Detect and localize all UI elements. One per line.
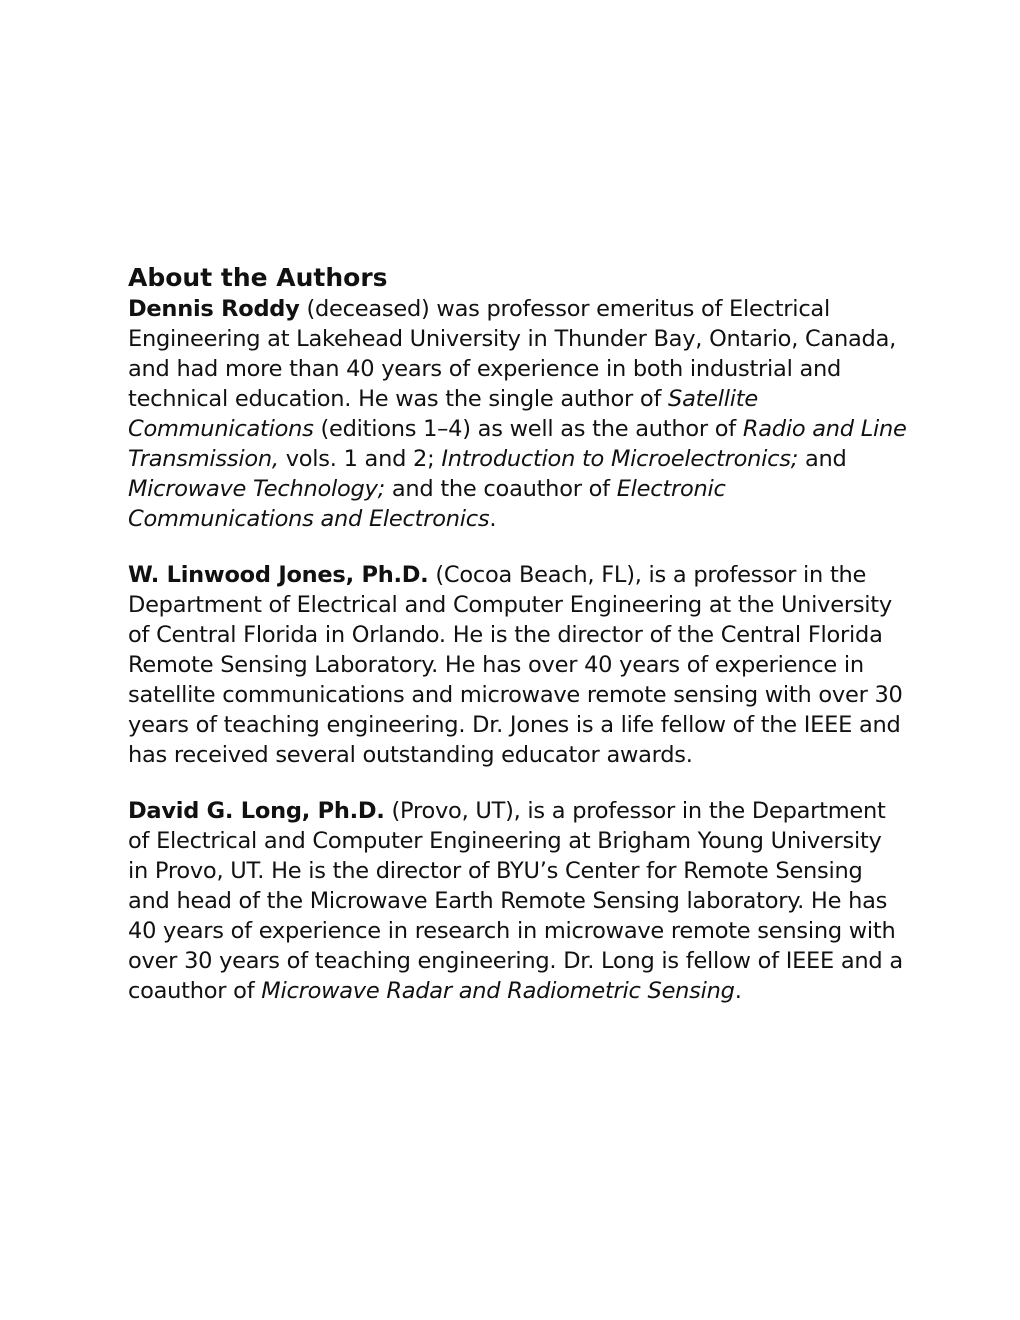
author-bio-roddy xyxy=(128,294,908,534)
bio-text: (deceased) was professor emeritus of Electrical Engineering at Lakehead University in Thunder Bay, Ontario, Canada, and had more than 40 years of experience in both industrial and technical education. He was the single author of xyxy=(128,296,897,412)
bio-text: (editions 1–4) as well as the author of xyxy=(313,416,743,442)
author-name: Dennis Roddy xyxy=(128,296,300,322)
author-name: David G. Long, Ph.D. xyxy=(128,798,385,824)
bio-text: . xyxy=(734,978,742,1004)
author-bio-long xyxy=(128,796,908,1006)
bio-text: and xyxy=(798,446,847,472)
bio-text: and the coauthor of xyxy=(384,476,617,502)
author-bio-jones xyxy=(128,560,908,770)
book-title: Radio and Line Transmission, xyxy=(128,416,907,472)
book-title: Introduction to Microelectronics; xyxy=(441,446,799,472)
bio-text: (Provo, UT), is a professor in the Department of Electrical and Computer Engineering at Brigham Young University in Provo, UT. He is the director of BYU’s Center for Remote Sensing and head of the Microwave Earth Remote Sensing laboratory. He has 40 years of experience in research in microwave remote sensing with over 30 years of teaching engineering. Dr. Long is fellow of IEEE and a coauthor of xyxy=(128,798,903,1004)
section-heading: About the Authors xyxy=(128,263,388,292)
bio-text: (Cocoa Beach, FL), is a professor in the Department of Electrical and Computer Engineering at the University of Central Florida in Orlando. He is the director of the Central Florida Remote Sensing Laboratory. He has over 40 years of experience in satellite communications and microwave remote sensing with over 30 years of teaching engineering. Dr. Jones is a life fellow of the IEEE and has received several outstanding educator awards. xyxy=(128,562,903,768)
bio-text: vols. 1 and 2; xyxy=(278,446,442,472)
book-title: Microwave Radar and Radiometric Sensing xyxy=(261,978,735,1004)
book-title: Satellite Communications xyxy=(128,386,758,442)
book-title: Electronic Communications and Electronics xyxy=(128,476,726,532)
bio-text: . xyxy=(489,506,497,532)
author-name: W. Linwood Jones, Ph.D. xyxy=(128,562,429,588)
about-authors-section xyxy=(128,262,908,1032)
book-title: Microwave Technology; xyxy=(128,476,385,502)
